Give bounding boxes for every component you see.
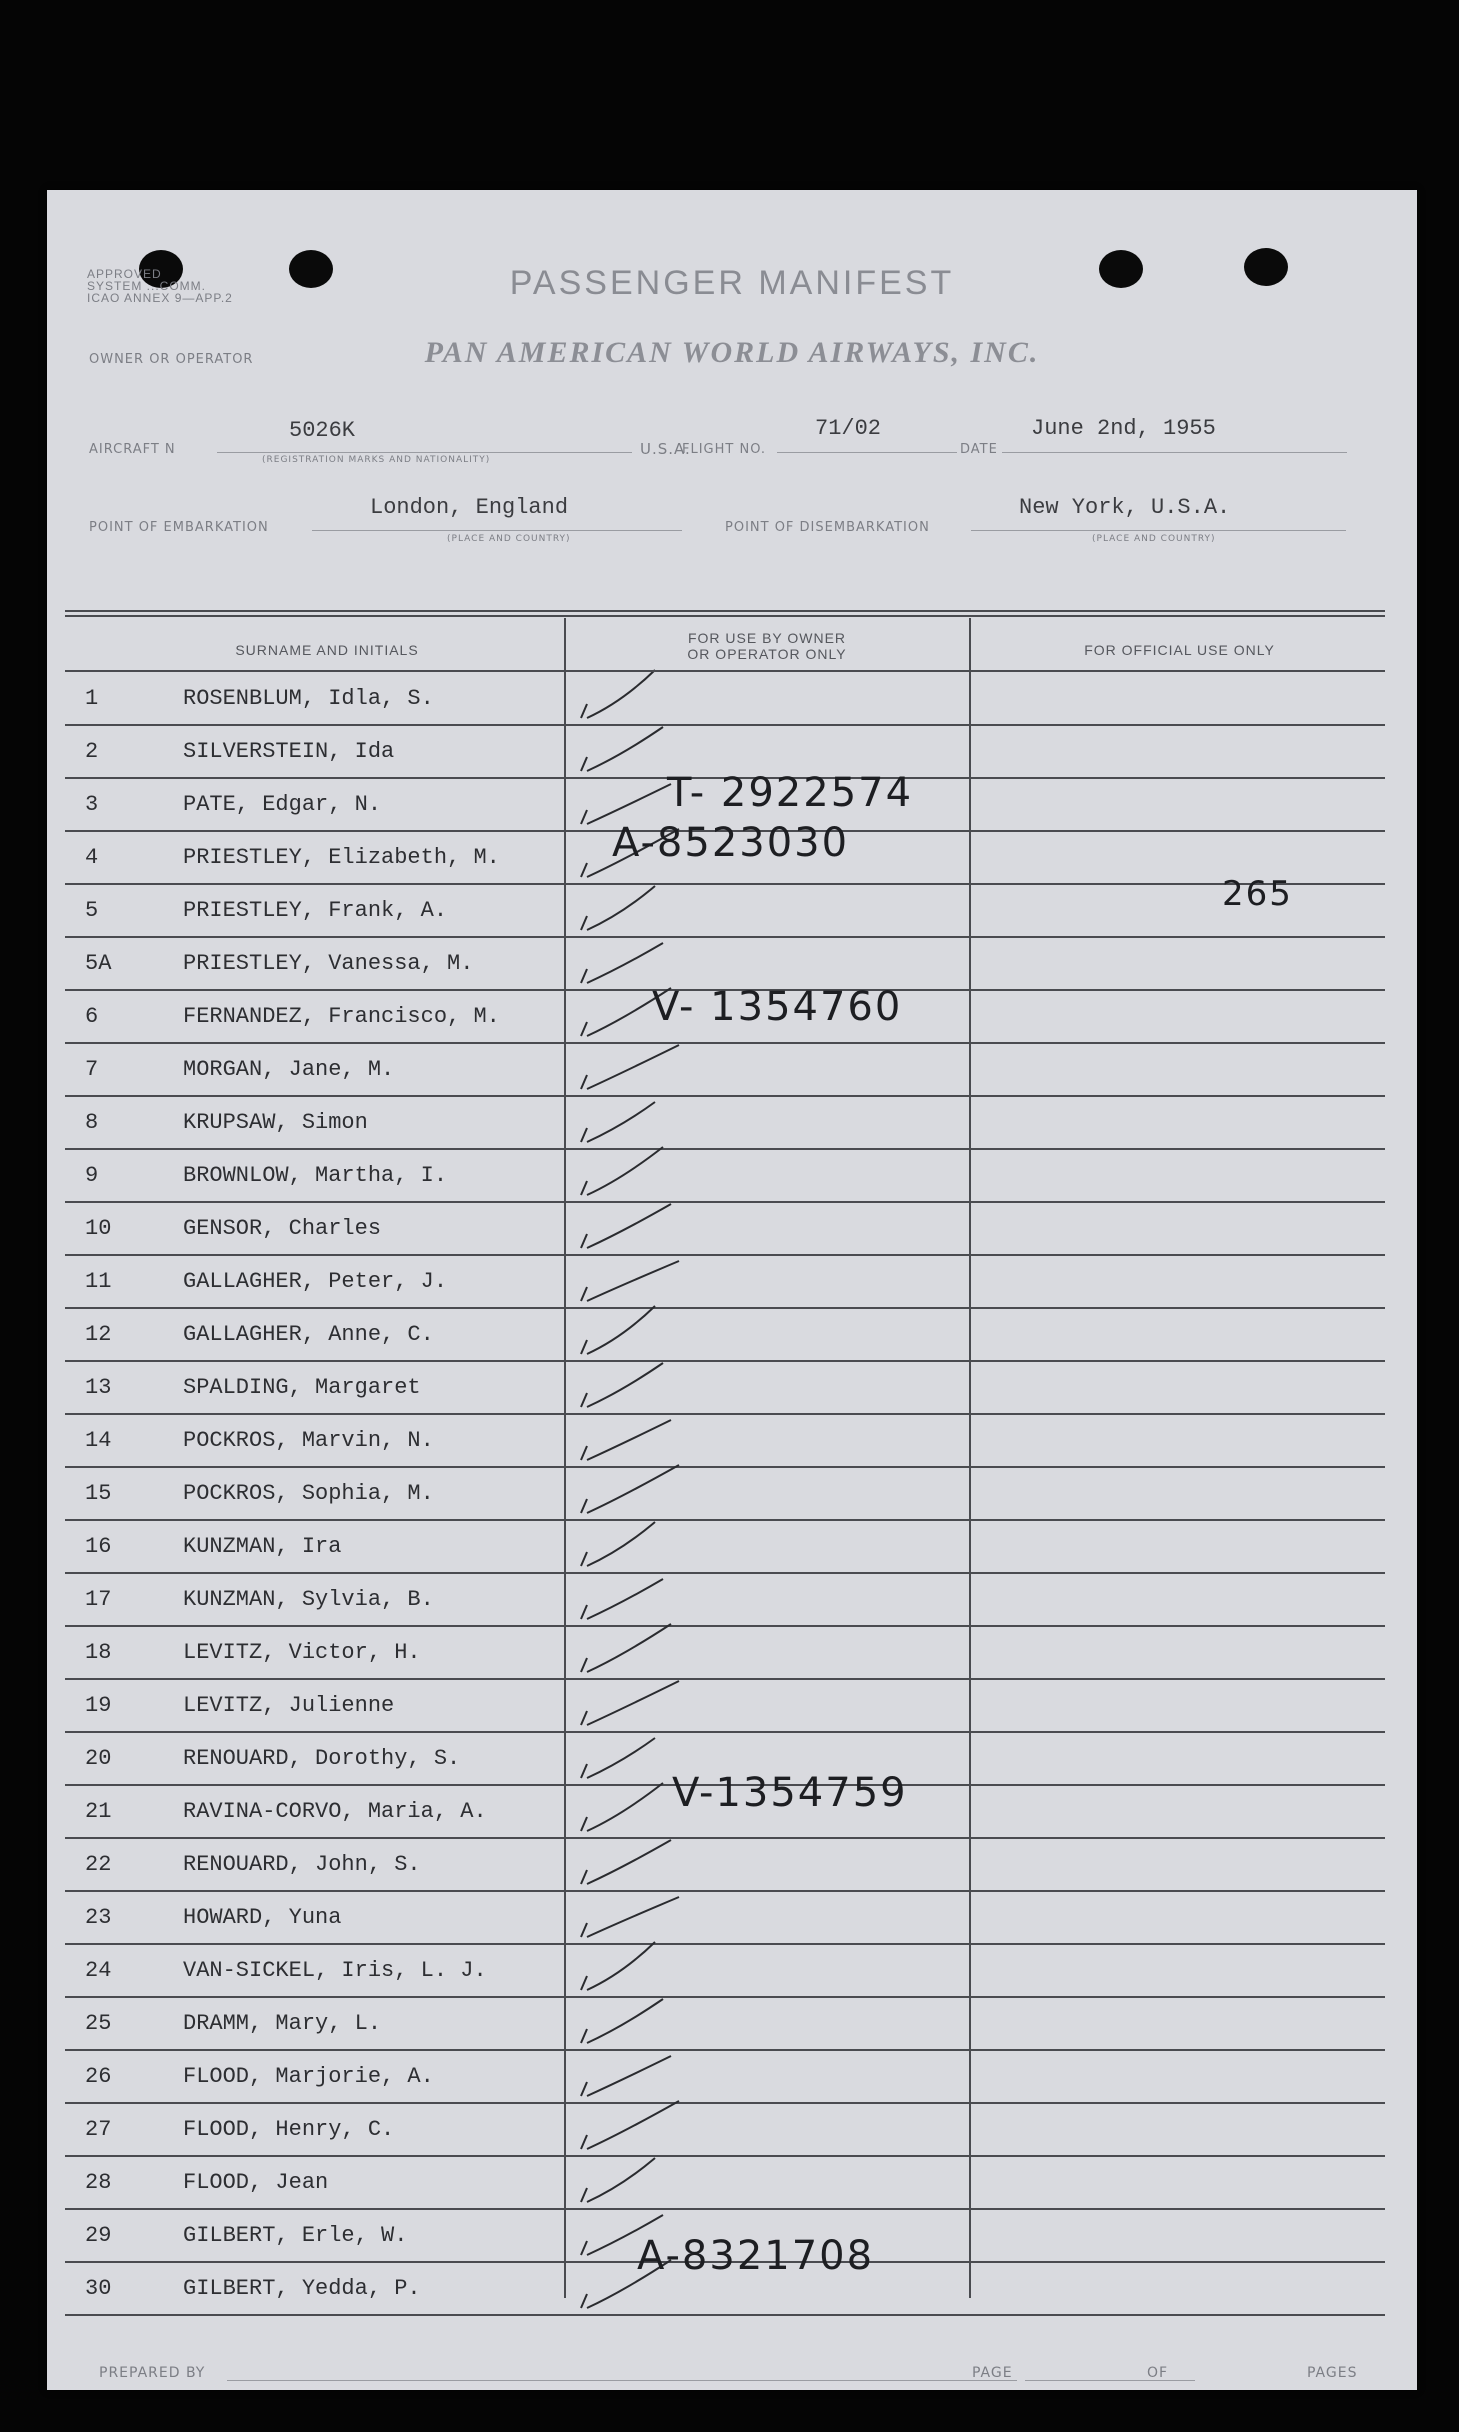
table-top-rule (65, 615, 1385, 617)
passenger-name: FLOOD, Marjorie, A. (183, 2064, 434, 2089)
row-number: 15 (85, 1481, 112, 1506)
table-row (65, 1520, 1385, 1573)
embark-value: London, England (370, 495, 569, 520)
passenger-name: LEVITZ, Victor, H. (183, 1640, 421, 1665)
table-row (65, 1626, 1385, 1679)
table-row (65, 1891, 1385, 1944)
row-number: 1 (85, 686, 99, 711)
passenger-name: SILVERSTEIN, Ida (183, 739, 395, 764)
passenger-name: KUNZMAN, Sylvia, B. (183, 1587, 434, 1612)
table-row (65, 2103, 1385, 2156)
table-row (65, 1467, 1385, 1520)
passenger-name: FLOOD, Henry, C. (183, 2117, 395, 2142)
row-number: 10 (85, 1216, 112, 1241)
passenger-name: PRIESTLEY, Elizabeth, M. (183, 845, 500, 870)
row-number: 9 (85, 1163, 99, 1188)
row-number: 20 (85, 1746, 112, 1771)
passenger-name: GILBERT, Erle, W. (183, 2223, 408, 2248)
row-number: 21 (85, 1799, 112, 1824)
row-divider (65, 2314, 1385, 2316)
underline (971, 530, 1346, 531)
passenger-name: BROWNLOW, Martha, I. (183, 1163, 448, 1188)
passenger-name: KUNZMAN, Ira (183, 1534, 342, 1559)
row-number: 11 (85, 1269, 112, 1294)
row-number: 7 (85, 1057, 99, 1082)
passenger-name: SPALDING, Margaret (183, 1375, 421, 1400)
row-number: 6 (85, 1004, 99, 1029)
table-row (65, 1679, 1385, 1732)
passenger-name: DRAMM, Mary, L. (183, 2011, 382, 2036)
usa-label: U.S.A. (640, 440, 691, 458)
table-row (65, 2050, 1385, 2103)
table-row (65, 1202, 1385, 1255)
passenger-name: GALLAGHER, Anne, C. (183, 1322, 434, 1347)
row-number: 17 (85, 1587, 112, 1612)
passenger-name: PRIESTLEY, Vanessa, M. (183, 951, 474, 976)
table-row (65, 1149, 1385, 1202)
row-number: 27 (85, 2117, 112, 2142)
row5-official-annotation: 265 (1222, 874, 1293, 914)
row-number: 5A (85, 951, 112, 976)
passenger-name: ROSENBLUM, Idla, S. (183, 686, 434, 711)
flight-label: FLIGHT NO. (682, 442, 767, 457)
disembark-value: New York, U.S.A. (1019, 495, 1231, 520)
underline (1025, 2380, 1195, 2381)
embark-sublabel: (PLACE AND COUNTRY) (447, 534, 571, 544)
row-number: 26 (85, 2064, 112, 2089)
row-number: 14 (85, 1428, 112, 1453)
passenger-name: RENOUARD, John, S. (183, 1852, 421, 1877)
row-number: 16 (85, 1534, 112, 1559)
passenger-name: GENSOR, Charles (183, 1216, 382, 1241)
disembark-label: POINT OF DISEMBARKATION (725, 520, 930, 535)
row4-annotation: A-8523030 (612, 820, 850, 866)
owner-label: OWNER OR OPERATOR (89, 352, 254, 367)
underline (1002, 452, 1347, 453)
of-label: OF (1147, 2365, 1169, 2381)
row-number: 8 (85, 1110, 99, 1135)
embark-label: POINT OF EMBARKATION (89, 520, 269, 535)
row-number: 24 (85, 1958, 112, 1983)
row6-annotation: V- 1354760 (652, 984, 903, 1030)
table-row (65, 1255, 1385, 1308)
underline (777, 452, 957, 453)
underline (312, 530, 682, 531)
header-rule (65, 670, 1385, 672)
passenger-name: GALLAGHER, Peter, J. (183, 1269, 448, 1294)
passenger-name: POCKROS, Sophia, M. (183, 1481, 434, 1506)
row-number: 30 (85, 2276, 112, 2301)
table-top-rule (65, 610, 1385, 612)
table-row (65, 1308, 1385, 1361)
row-number: 2 (85, 739, 99, 764)
date-value: June 2nd, 1955 (1031, 416, 1216, 441)
row-number: 18 (85, 1640, 112, 1665)
table-row (65, 1096, 1385, 1149)
passenger-name: LEVITZ, Julienne (183, 1693, 395, 1718)
row-number: 12 (85, 1322, 112, 1347)
row-number: 28 (85, 2170, 112, 2195)
date-label: DATE (960, 442, 998, 457)
row-number: 22 (85, 1852, 112, 1877)
table-row (65, 1043, 1385, 1096)
column-header-official: FOR OFFICIAL USE ONLY (1084, 642, 1275, 658)
passenger-name: PRIESTLEY, Frank, A. (183, 898, 448, 923)
page-label: PAGE (972, 2365, 1013, 2381)
passenger-name: FERNANDEZ, Francisco, M. (183, 1004, 500, 1029)
disembark-sublabel: (PLACE AND COUNTRY) (1092, 534, 1216, 544)
passenger-name: RENOUARD, Dorothy, S. (183, 1746, 461, 1771)
passenger-name: HOWARD, Yuna (183, 1905, 342, 1930)
table-row (65, 672, 1385, 725)
aircraft-sublabel: (REGISTRATION MARKS AND NATIONALITY) (262, 455, 491, 465)
passenger-name: POCKROS, Marvin, N. (183, 1428, 434, 1453)
table-row (65, 884, 1385, 937)
table-row (65, 1414, 1385, 1467)
row3-annotation: T- 2922574 (667, 770, 914, 816)
manifest-sheet (47, 190, 1417, 2390)
passenger-name: GILBERT, Yedda, P. (183, 2276, 421, 2301)
pages-label: PAGES (1307, 2365, 1358, 2381)
table-row (65, 2156, 1385, 2209)
underline (217, 452, 632, 453)
aircraft-label: AIRCRAFT N (89, 442, 176, 457)
column-header-owner: FOR USE BY OWNER OR OPERATOR ONLY (687, 630, 847, 662)
prepared-by-label: PREPARED BY (99, 2365, 206, 2381)
table-row (65, 1573, 1385, 1626)
table-row (65, 1997, 1385, 2050)
row-number: 29 (85, 2223, 112, 2248)
row-number: 19 (85, 1693, 112, 1718)
row30-annotation: A-8321708 (637, 2233, 875, 2279)
table-row (65, 1944, 1385, 1997)
approval-note: APPROVED SYSTEM ...COMM. ICAO ANNEX 9—APP.2 (87, 267, 233, 305)
passenger-name: PATE, Edgar, N. (183, 792, 382, 817)
table-row (65, 1361, 1385, 1414)
aircraft-value: 5026K (289, 418, 356, 443)
row-number: 25 (85, 2011, 112, 2036)
underline (227, 2380, 1017, 2381)
passenger-name: RAVINA-CORVO, Maria, A. (183, 1799, 487, 1824)
row-number: 5 (85, 898, 99, 923)
row-number: 23 (85, 1905, 112, 1930)
passenger-name: MORGAN, Jane, M. (183, 1057, 395, 1082)
row-number: 13 (85, 1375, 112, 1400)
table-row (65, 937, 1385, 990)
company-name: PAN AMERICAN WORLD AIRWAYS, INC. (424, 336, 1040, 369)
flight-value: 71/02 (815, 416, 882, 441)
passenger-name: FLOOD, Jean (183, 2170, 329, 2195)
row21-annotation: V-1354759 (672, 1770, 908, 1816)
row-number: 4 (85, 845, 99, 870)
table-row (65, 1838, 1385, 1891)
passenger-name: KRUPSAW, Simon (183, 1110, 368, 1135)
row-number: 3 (85, 792, 99, 817)
passenger-name: VAN-SICKEL, Iris, L. J. (183, 1958, 487, 1983)
document-title: PASSENGER MANIFEST (509, 264, 955, 302)
column-header-names: SURNAME AND INITIALS (235, 642, 419, 658)
